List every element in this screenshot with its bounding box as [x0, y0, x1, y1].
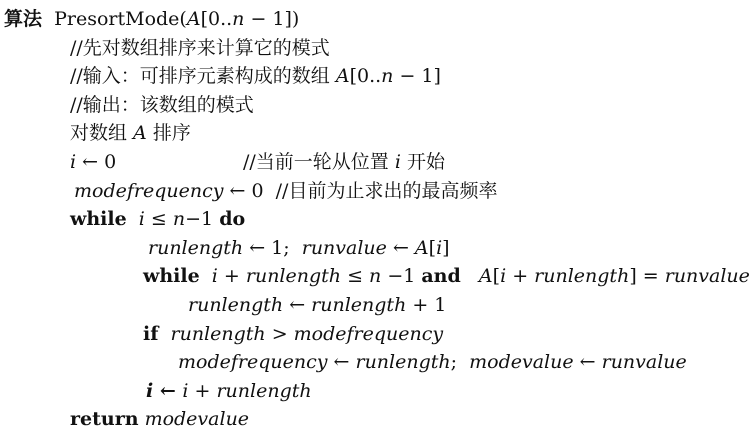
- code-token: [200, 265, 212, 287]
- code-token: 开始: [400, 151, 445, 173]
- code-token: ← 0: [76, 151, 117, 173]
- code-token: ≤: [144, 208, 173, 231]
- code-token: A: [414, 236, 429, 259]
- code-token: ]: [442, 236, 450, 259]
- code-token: [: [492, 265, 501, 288]
- code-token: >: [265, 322, 294, 345]
- code-token: i: [436, 236, 443, 259]
- code-token: i: [70, 151, 77, 173]
- code-token: +: [217, 265, 246, 288]
- code-token: A: [186, 8, 201, 30]
- code-token: runlength: [534, 265, 630, 288]
- code-token: −1: [185, 208, 220, 231]
- code-token: modefrequency: [74, 179, 224, 202]
- code-token: ] =: [629, 265, 665, 288]
- code-token: n: [381, 65, 394, 88]
- code-token: [0..: [200, 8, 233, 30]
- code-line: [70, 118, 191, 148]
- code-token: modevalue: [144, 408, 250, 431]
- code-token: ← 0 //目前为止求出的最高频率: [223, 179, 498, 202]
- code-token: +: [188, 379, 217, 402]
- code-token: ← 1;: [243, 236, 302, 259]
- code-token: modevalue: [469, 351, 574, 374]
- code-token: return: [70, 408, 139, 431]
- code-token: runlength: [245, 265, 342, 288]
- code-token: 对数组: [70, 122, 134, 145]
- code-line: [70, 204, 245, 234]
- code-line: [70, 33, 330, 63]
- code-token: i: [394, 151, 401, 173]
- code-token: runlength: [170, 322, 266, 345]
- code-token: A: [478, 265, 493, 288]
- code-line: [146, 376, 312, 406]
- code-token: A: [335, 65, 350, 88]
- code-token: [127, 208, 139, 230]
- code-token: − 1]): [244, 8, 300, 30]
- code-token: i: [500, 265, 507, 288]
- code-token: ←: [327, 351, 356, 374]
- code-token: ←: [573, 351, 602, 374]
- code-line: [70, 90, 254, 120]
- code-token: −1: [381, 265, 422, 288]
- code-token: runvalue: [301, 236, 387, 259]
- code-token: while: [70, 208, 127, 231]
- code-token: runvalue: [601, 351, 687, 374]
- code-line: [148, 233, 450, 263]
- code-token: runlength: [355, 351, 451, 374]
- code-line: [74, 176, 497, 206]
- code-line: [188, 290, 446, 320]
- code-token: + 1: [406, 294, 447, 316]
- code-line: [70, 61, 441, 91]
- code-token: i: [138, 208, 145, 231]
- code-token: ←: [283, 294, 312, 316]
- code-token: − 1]: [393, 65, 441, 88]
- code-token: i: [146, 379, 154, 402]
- code-token: //当前一轮从位置: [116, 151, 395, 173]
- code-token: runlength: [148, 236, 244, 259]
- code-token: i: [211, 265, 218, 288]
- code-token: A: [133, 122, 147, 145]
- code-token: [0..: [349, 65, 382, 88]
- code-token: runvalue: [664, 265, 750, 288]
- code-token: while: [143, 265, 200, 288]
- code-token: and: [421, 265, 461, 288]
- code-token: n: [232, 8, 245, 30]
- code-line: [143, 261, 750, 291]
- code-token: 排序: [146, 122, 191, 145]
- code-token: n: [172, 208, 186, 231]
- code-token: runlength: [216, 379, 312, 402]
- code-token: [461, 265, 479, 287]
- code-token: n: [369, 265, 382, 288]
- code-token: runlength: [188, 294, 284, 316]
- code-token: modefrequency: [293, 322, 444, 345]
- code-token: [158, 323, 170, 345]
- code-token: ←: [386, 236, 415, 259]
- code-line: [70, 147, 445, 177]
- code-token: runlength: [311, 294, 407, 316]
- code-token: ≤: [341, 265, 370, 288]
- code-token: //输出：该数组的模式: [70, 93, 254, 116]
- code-token: if: [143, 322, 159, 345]
- code-token: PresortMode(: [42, 8, 187, 30]
- code-token: i: [182, 379, 189, 402]
- code-token: ←: [153, 379, 183, 402]
- code-token: modefrequency: [178, 351, 328, 374]
- code-line: [70, 404, 249, 434]
- code-token: //先对数组排序来计算它的模式: [70, 36, 330, 59]
- code-token: //输入：可排序元素构成的数组: [70, 65, 336, 88]
- code-token: +: [506, 265, 535, 288]
- code-token: ;: [450, 351, 470, 374]
- code-token: 算法: [4, 8, 43, 30]
- code-line: [4, 4, 299, 34]
- code-token: [: [428, 236, 437, 259]
- code-token: do: [219, 208, 246, 231]
- code-line: [143, 319, 443, 349]
- code-line: [178, 347, 687, 377]
